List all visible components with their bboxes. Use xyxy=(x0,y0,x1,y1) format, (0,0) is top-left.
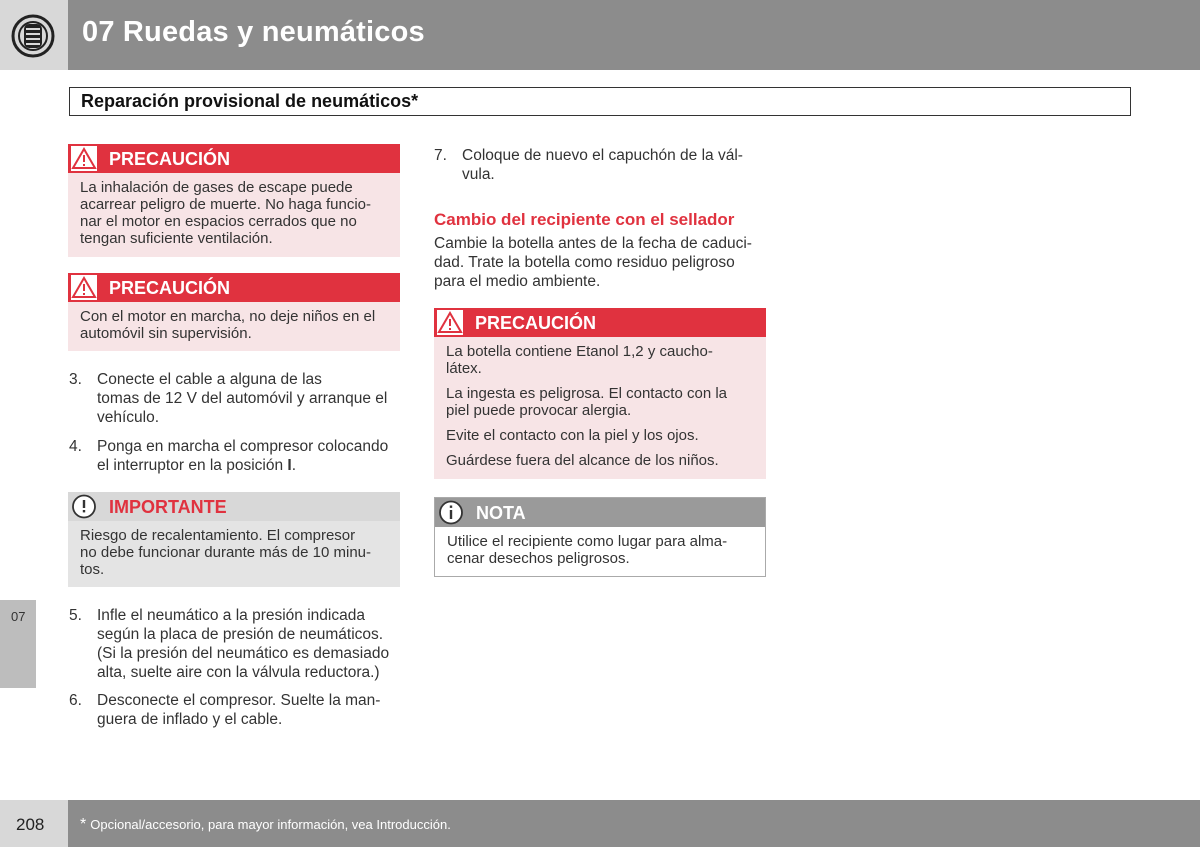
warning-text-line: Con el motor en marcha, no deje niños en el xyxy=(80,308,376,325)
body-paragraph xyxy=(434,234,774,291)
warning-body xyxy=(434,337,766,479)
important-text-line: tos. xyxy=(80,561,105,578)
note-text-line: Utilice el recipiente como lugar para alma- xyxy=(447,533,728,550)
info-icon xyxy=(438,500,464,525)
warning-callout-exhaust xyxy=(68,144,400,257)
exclamation-circle-icon xyxy=(71,494,97,519)
warning-header xyxy=(68,144,400,173)
step-text-line: (Si la presión del neumático es demasiado xyxy=(97,645,390,662)
step-text xyxy=(97,370,387,427)
step-number: 7. xyxy=(434,147,447,164)
step-text xyxy=(97,691,380,729)
note-text-line: cenar desechos peligrosos. xyxy=(447,550,630,567)
step-number: 4. xyxy=(69,438,82,455)
step-text-line: vula. xyxy=(462,166,495,183)
paragraph-line: para el medio ambiente. xyxy=(434,273,601,290)
warning-text-line: látex. xyxy=(446,360,482,377)
paragraph-line: Cambie la botella antes de la fecha de caduci- xyxy=(434,235,752,252)
footnote-asterisk: * xyxy=(80,816,87,833)
header-icon-box xyxy=(0,0,68,70)
note-callout xyxy=(434,497,766,577)
step-text-line: tomas de 12 V del automóvil y arranque el xyxy=(97,390,388,407)
warning-header xyxy=(68,273,400,302)
page-number: 208 xyxy=(16,815,45,834)
warning-paragraph: Guárdese fuera del alcance de los niños. xyxy=(446,452,719,469)
step-text-line: alta, suelte aire con la válvula reductora.) xyxy=(97,664,380,681)
step-6 xyxy=(69,691,404,731)
paragraph-line: dad. Trate la botella como residuo peligroso xyxy=(434,254,735,271)
subsection-heading: Cambio del recipiente con el sellador xyxy=(434,210,735,229)
step-text-line: Desconecte el compresor. Suelte la man- xyxy=(97,692,381,709)
step-4 xyxy=(69,437,404,477)
important-body xyxy=(68,521,400,587)
important-header xyxy=(68,492,400,521)
note-title: NOTA xyxy=(476,503,526,523)
footnote-text: Opcional/accesorio, para mayor información, vea Introducción. xyxy=(90,817,451,832)
important-text-line: Riesgo de recalentamiento. El compresor xyxy=(80,527,356,544)
warning-header xyxy=(434,308,766,337)
section-title: Reparación provisional de neumáticos* xyxy=(81,91,419,111)
step-3 xyxy=(69,370,404,430)
step-text xyxy=(97,437,388,475)
step-number: 3. xyxy=(69,371,82,388)
warning-triangle-icon xyxy=(437,310,463,335)
tire-icon xyxy=(11,14,55,58)
step-text-line: Coloque de nuevo el capuchón de la vál- xyxy=(462,147,743,164)
important-callout xyxy=(68,492,400,587)
warning-callout-children xyxy=(68,273,400,351)
warning-triangle-icon xyxy=(71,146,97,171)
step-text-line: Conecte el cable a alguna de las xyxy=(97,371,322,388)
warning-callout-bottle xyxy=(434,308,766,479)
important-text-line: no debe funcionar durante más de 10 minu- xyxy=(80,544,372,561)
chapter-title: 07 Ruedas y neumáticos xyxy=(82,16,425,48)
warning-paragraph xyxy=(446,385,754,419)
step-text xyxy=(97,606,389,682)
step-text-segment: . xyxy=(291,457,297,474)
warning-text-line: acarrear peligro de muerte. No haga funcio- xyxy=(80,196,371,213)
switch-position-label: I xyxy=(287,457,292,474)
step-text-line: según la placa de presión de neumáticos. xyxy=(97,626,384,643)
step-5 xyxy=(69,606,404,684)
warning-title: PRECAUCIÓN xyxy=(109,149,231,169)
warning-text-line: tengan suficiente ventilación. xyxy=(80,230,273,247)
warning-text-line: La inhalación de gases de escape puede xyxy=(80,179,353,196)
footer-note xyxy=(80,816,451,834)
chapter-side-tab-label: 07 xyxy=(11,609,26,624)
step-text-line xyxy=(97,456,388,475)
step-7 xyxy=(434,146,769,186)
step-number: 5. xyxy=(69,607,82,624)
warning-paragraph: Evite el contacto con la piel y los ojos. xyxy=(446,427,699,444)
warning-body xyxy=(68,302,400,351)
warning-title: PRECAUCIÓN xyxy=(109,278,231,298)
warning-title: PRECAUCIÓN xyxy=(475,313,597,333)
warning-paragraph xyxy=(446,343,754,377)
important-title: IMPORTANTE xyxy=(109,497,227,517)
step-text-segment: el interruptor en la posición xyxy=(97,457,284,474)
warning-body xyxy=(68,173,400,257)
step-text-line: Infle el neumático a la presión indicada xyxy=(97,607,365,624)
warning-triangle-icon xyxy=(71,275,97,300)
warning-text-line: La ingesta es peligrosa. El contacto con la xyxy=(446,385,728,402)
step-text-line: guera de inflado y el cable. xyxy=(97,711,283,728)
warning-text-line: La botella contiene Etanol 1,2 y caucho- xyxy=(446,343,713,360)
note-body xyxy=(435,527,765,576)
warning-text-line: nar el motor en espacios cerrados que no xyxy=(80,213,357,230)
step-text-line: Ponga en marcha el compresor colocando xyxy=(97,438,389,455)
note-header xyxy=(435,498,765,527)
warning-text-line: piel puede provocar alergia. xyxy=(446,402,632,419)
step-text-line: vehículo. xyxy=(97,409,160,426)
step-text xyxy=(462,146,743,184)
step-number: 6. xyxy=(69,692,82,709)
warning-text-line: automóvil sin supervisión. xyxy=(80,325,252,342)
